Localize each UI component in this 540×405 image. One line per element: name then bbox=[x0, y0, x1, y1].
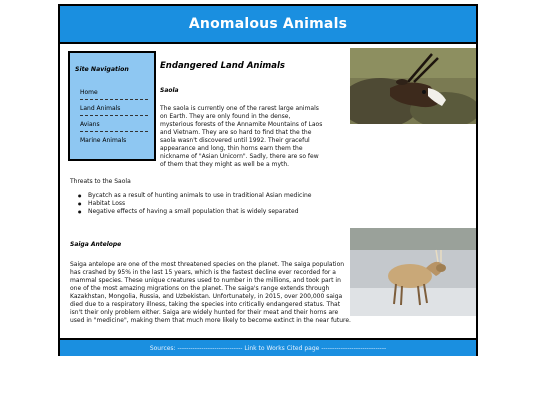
saola-text-line: nickname of "Asian Unicorn". Sadly, there are so few bbox=[160, 153, 319, 160]
article-title: Endangered Land Animals bbox=[160, 61, 285, 71]
saiga-text-line: mammal species. These unique creatures used to number in the millions, and took part in bbox=[70, 277, 341, 284]
list-item: ● Habitat Loss bbox=[78, 200, 312, 208]
saiga-text-line: isn't their only problem either. Saiga are widely hunted for their meat and their horns are bbox=[70, 309, 339, 316]
site-header bbox=[60, 6, 476, 44]
saola-photo bbox=[350, 48, 476, 124]
saiga-text-line: died due to a respiratory illness, taking the species into critically endangered status. That bbox=[70, 301, 341, 308]
nav-divider bbox=[80, 129, 148, 137]
saola-text-line: The saola is currently one of the rarest large animals bbox=[160, 105, 319, 112]
site-navigation bbox=[68, 51, 156, 161]
threats-list bbox=[78, 192, 312, 216]
nav-item-land-animals[interactable]: Land Animals bbox=[80, 105, 121, 112]
saiga-text-line: used in "medicine", making them that much more likely to become extinct in the near future. bbox=[70, 317, 351, 324]
saola-text-line: mysterious forests of the Annamite Mountains of Laos bbox=[160, 121, 323, 128]
nav-title: Site Navigation bbox=[75, 66, 129, 73]
saiga-paragraph bbox=[70, 261, 360, 325]
saiga-text-line: Saiga antelope are one of the most threatened species on the planet. The saiga population bbox=[70, 261, 345, 268]
sources-prefix: Sources: ------------------------------ bbox=[149, 344, 245, 352]
saola-text-line: on Earth. They are only found in the dense, bbox=[160, 113, 291, 120]
works-cited-link[interactable]: Link to Works Cited page bbox=[244, 344, 320, 352]
nav-divider bbox=[80, 97, 148, 105]
saiga-photo bbox=[350, 228, 476, 316]
sources-suffix: ------------------------------ bbox=[319, 344, 387, 352]
site-footer bbox=[60, 338, 476, 356]
nav-list bbox=[80, 89, 148, 145]
saola-text-line: appearance and long, thin horns earn them the bbox=[160, 145, 303, 152]
saiga-text-line: one of the most amazing migrations on the planet. The saiga's range extends through bbox=[70, 285, 330, 292]
nav-divider bbox=[80, 113, 148, 121]
saola-text-line: of them that they might as well be a myth. bbox=[160, 161, 290, 168]
nav-item-avians[interactable]: Avians bbox=[80, 121, 100, 128]
saola-paragraph bbox=[160, 105, 350, 169]
saiga-text-line: Kazakhstan, Mongolia, Russia, and Uzbekistan. Unfortunately, in 2015, over 200,000 saiga bbox=[70, 293, 343, 300]
saola-text-line: saola wasn't discovered until 1992. Their graceful bbox=[160, 137, 310, 144]
nav-item-marine-animals[interactable]: Marine Animals bbox=[80, 137, 127, 144]
page-container bbox=[58, 4, 478, 356]
list-item: ● Bycatch as a result of hunting animals to use in traditional Asian medicine bbox=[78, 192, 312, 200]
saiga-heading: Saiga Antelope bbox=[70, 241, 122, 248]
saola-heading: Saola bbox=[160, 87, 179, 94]
site-title: Anomalous Animals bbox=[188, 16, 348, 32]
saiga-text-line: has crashed by 95% in the last 15 years, which is the fastest decline ever recorded for a bbox=[70, 269, 336, 276]
threats-title: Threats to the Saola bbox=[70, 178, 131, 185]
list-item: ● Negative effects of having a small population that is widely separated bbox=[78, 208, 312, 216]
saola-text-line: and Vietnam. They are so hard to find that the the bbox=[160, 129, 312, 136]
nav-item-home[interactable]: Home bbox=[80, 89, 98, 96]
